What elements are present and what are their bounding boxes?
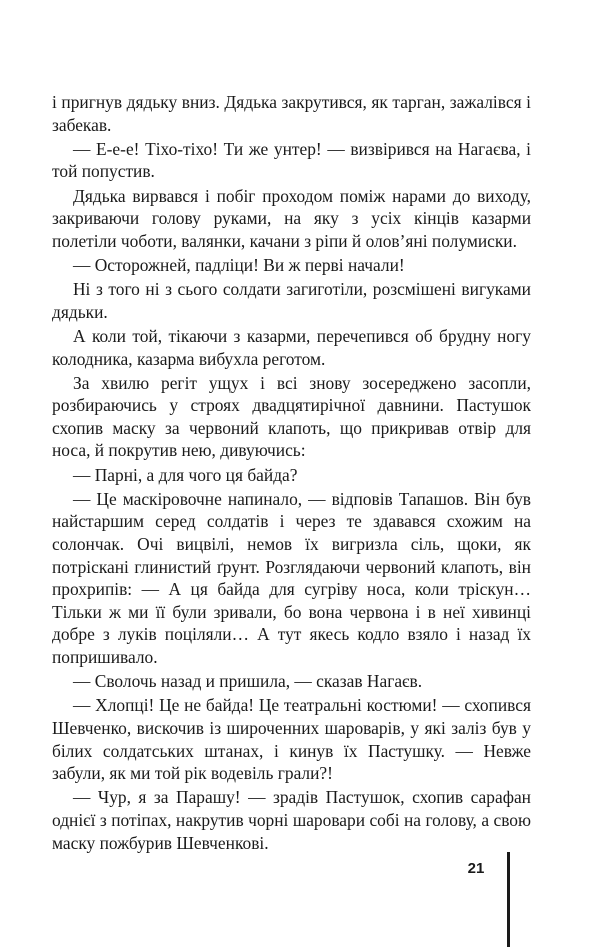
- paragraph-5: Ні з того ні з сього солдати загиготіли, розсмішені вигуками дядьки.: [52, 279, 531, 322]
- paragraph-4: — Осторожней, падліци! Ви ж перві начали!: [73, 254, 405, 275]
- paragraph-9: — Це маскіровочне напинало, — відповів Тапашов. Він був найстаршим серед солдатів і через те здавався схожим на солончак. Очі вицвілі, немов їх вигризла сіль, щоки, як потріскані глинистий ґрунт. Розглядаючи червоний клапоть, він прохрипів: — А ця байда для сугріву носа, коли тріскун… Тільки ж ми її були зривали, бо вона червона і в неї хивинці добре з луків поціляли… А тут якесь кодло взяло і назад їх попришивало.: [52, 488, 531, 667]
- page-number: 21: [467, 860, 485, 877]
- paragraph-10: — Сволочь назад и пришила, — сказав Нагаєв.: [73, 671, 423, 692]
- paragraph-2: — Е-е-е! Тіхо-тіхо! Ти же унтер! — визвірився на Нагаєва, і той попустив.: [52, 138, 531, 182]
- paragraph-7: За хвилю регіт ущух і всі знову зосереджено засопли, розбираючись у строях двадцятирічної давнини. Пастушок схопив маску за червоний клапоть, що прикривав отвір для носа, й покрутив нею, дивуючись:: [52, 372, 531, 461]
- paragraph-8: — Парні, а для чого ця байда?: [73, 464, 298, 485]
- page-text: [52, 91, 531, 854]
- paragraph-12: — Чур, я за Парашу! — зрадів Пастушок, схопив сарафан однієї з потіпах, накрутив чорні шаровари собі на голову, а свою маску пожбурив Шевченкові.: [52, 787, 531, 853]
- paragraph-11: — Хлопці! Це не байда! Це театральні костюми! — схопився Шевченко, вискочив із широченних шароварів, у які заліз був у білих солдатських штанах, і кинув їх Пастушку. — Невже забули, як ми той рік водевіль грали?!: [52, 695, 531, 784]
- edge-rule: [507, 852, 510, 947]
- paragraph-1: і пригнув дядьку вниз. Дядька закрутився, як тарган, зажалівся і забекав.: [52, 92, 531, 135]
- paragraph-3: Дядька вирвався і побіг проходом поміж нарами до виходу, закриваючи голову руками, на яку з усіх кінців казарми полетіли чоботи, валянки, качани з ріпи й олов’яні полумиски.: [52, 185, 531, 251]
- paragraph-6: А коли той, тікаючи з казарми, перечепився об брудну ногу колодника, казарма вибухла реготом.: [52, 325, 531, 369]
